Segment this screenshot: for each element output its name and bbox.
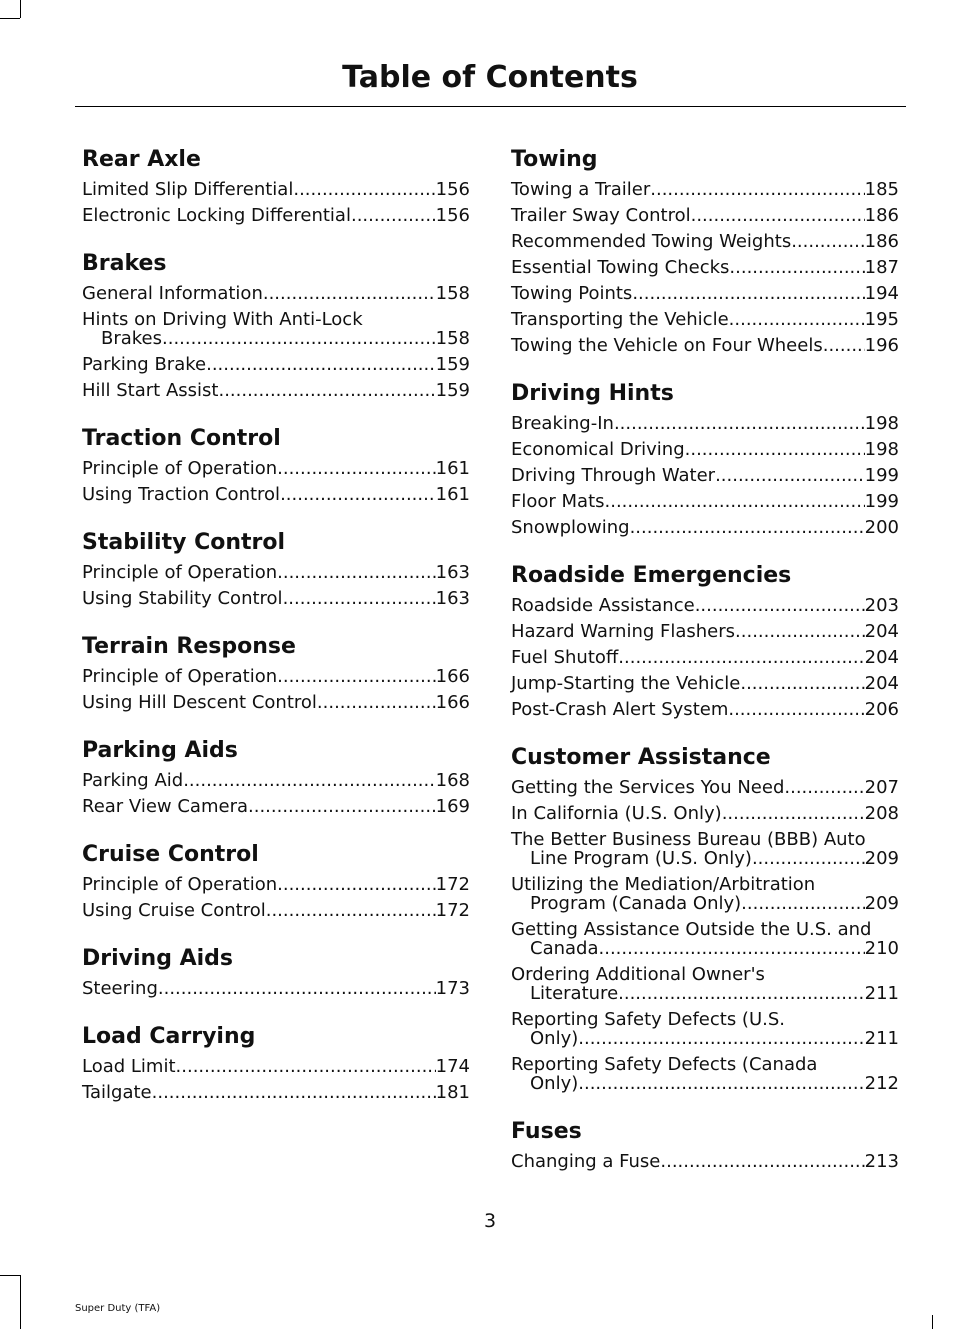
dot-leader bbox=[735, 619, 865, 645]
toc-section bbox=[511, 379, 899, 541]
title-divider bbox=[75, 106, 906, 107]
section-heading: Parking Aids bbox=[82, 738, 238, 763]
dot-leader bbox=[578, 1074, 864, 1093]
toc-entry[interactable] bbox=[82, 664, 470, 690]
entry-page-number: 208 bbox=[864, 803, 899, 824]
dot-leader bbox=[277, 456, 436, 482]
entry-title: Steering bbox=[82, 978, 158, 999]
entry-title: Towing the Vehicle on Four Wheels bbox=[511, 335, 823, 356]
toc-entry[interactable] bbox=[82, 281, 470, 307]
entry-page-number: 163 bbox=[435, 562, 470, 583]
dot-leader bbox=[248, 794, 436, 820]
toc-entry[interactable] bbox=[511, 962, 899, 1007]
dot-leader bbox=[605, 489, 865, 515]
entry-page-number: 196 bbox=[864, 335, 899, 356]
dot-leader bbox=[162, 329, 436, 348]
toc-entry[interactable] bbox=[511, 827, 899, 872]
entry-title: Roadside Assistance bbox=[511, 595, 695, 616]
entry-page-number: 158 bbox=[435, 283, 470, 304]
toc-entry[interactable] bbox=[511, 463, 899, 489]
entry-page-number: 211 bbox=[864, 1028, 899, 1049]
entry-page-number: 211 bbox=[864, 983, 899, 1004]
toc-entry[interactable] bbox=[511, 697, 899, 723]
section-heading: Towing bbox=[511, 147, 598, 172]
entry-title-continued: Brakes bbox=[101, 328, 163, 349]
entry-title-continued: Line Program (U.S. Only) bbox=[530, 848, 752, 869]
section-heading: Driving Aids bbox=[82, 946, 234, 971]
entry-title: General Information bbox=[82, 283, 263, 304]
toc-entry[interactable] bbox=[82, 586, 470, 612]
entry-title: Post-Crash Alert System bbox=[511, 699, 729, 720]
section-heading: Customer Assistance bbox=[511, 745, 771, 770]
toc-entry[interactable] bbox=[82, 203, 470, 229]
entry-page-number: 172 bbox=[435, 900, 470, 921]
entry-title-continued: Canada bbox=[530, 938, 599, 959]
entry-page-number: 203 bbox=[864, 595, 899, 616]
entry-title: Using Hill Descent Control bbox=[82, 692, 317, 713]
entry-title: In California (U.S. Only) bbox=[511, 803, 722, 824]
entry-page-number: 159 bbox=[435, 354, 470, 375]
toc-entry[interactable] bbox=[511, 515, 899, 541]
section-heading: Stability Control bbox=[82, 530, 286, 555]
entry-page-number: 209 bbox=[864, 848, 899, 869]
crop-mark bbox=[932, 1315, 933, 1329]
entry-page-number: 166 bbox=[435, 692, 470, 713]
section-heading: Load Carrying bbox=[82, 1024, 256, 1049]
toc-entry[interactable] bbox=[511, 489, 899, 515]
dot-leader bbox=[614, 411, 865, 437]
dot-leader bbox=[784, 775, 864, 801]
toc-entry[interactable] bbox=[511, 255, 899, 281]
toc-entry[interactable] bbox=[82, 307, 470, 352]
entry-page-number: 200 bbox=[864, 517, 899, 538]
entry-title: Principle of Operation bbox=[82, 458, 278, 479]
entry-title-continued: Program (Canada Only) bbox=[530, 893, 742, 914]
dot-leader bbox=[630, 515, 865, 541]
entry-page-number: 172 bbox=[435, 874, 470, 895]
entry-title: Towing Points bbox=[511, 283, 633, 304]
toc-entry[interactable] bbox=[82, 794, 470, 820]
section-heading: Roadside Emergencies bbox=[511, 563, 792, 588]
dot-leader bbox=[578, 1029, 864, 1048]
entry-page-number: 185 bbox=[864, 179, 899, 200]
entry-title: Driving Through Water bbox=[511, 465, 716, 486]
toc-entry[interactable] bbox=[511, 203, 899, 229]
entry-title: Rear View Camera bbox=[82, 796, 248, 817]
section-heading: Rear Axle bbox=[82, 147, 201, 172]
dot-leader bbox=[599, 939, 865, 958]
toc-entry[interactable] bbox=[511, 411, 899, 437]
entry-title: Tailgate bbox=[82, 1082, 152, 1103]
entry-title: Hazard Warning Flashers bbox=[511, 621, 736, 642]
entry-title: Utilizing the Mediation/Arbitration bbox=[511, 874, 816, 895]
entry-page-number: 199 bbox=[864, 465, 899, 486]
section-heading: Driving Hints bbox=[511, 381, 674, 406]
page-number: 3 bbox=[483, 1210, 497, 1232]
toc-entry[interactable] bbox=[511, 177, 899, 203]
entry-page-number: 209 bbox=[864, 893, 899, 914]
entry-page-number: 204 bbox=[864, 621, 899, 642]
entry-title-continued: Only) bbox=[530, 1073, 579, 1094]
toc-entry[interactable] bbox=[82, 976, 470, 1002]
section-heading: Fuses bbox=[511, 1119, 582, 1144]
dot-leader bbox=[729, 307, 865, 333]
entry-title: Using Stability Control bbox=[82, 588, 283, 609]
entry-title: Principle of Operation bbox=[82, 562, 278, 583]
dot-leader bbox=[317, 690, 436, 716]
dot-leader bbox=[351, 203, 436, 229]
dot-leader bbox=[618, 645, 864, 671]
dot-leader bbox=[206, 352, 436, 378]
dot-leader bbox=[741, 894, 864, 913]
entry-page-number: 156 bbox=[435, 179, 470, 200]
dot-leader bbox=[158, 976, 436, 1002]
crop-mark bbox=[20, 0, 21, 18]
dot-leader bbox=[176, 1054, 436, 1080]
entry-page-number: 161 bbox=[435, 484, 470, 505]
entry-page-number: 161 bbox=[435, 458, 470, 479]
entry-page-number: 186 bbox=[864, 231, 899, 252]
toc-entry[interactable] bbox=[511, 1007, 899, 1052]
toc-entry[interactable] bbox=[511, 671, 899, 697]
dot-leader bbox=[218, 378, 435, 404]
entry-page-number: 194 bbox=[864, 283, 899, 304]
entry-page-number: 186 bbox=[864, 205, 899, 226]
dot-leader bbox=[293, 177, 435, 203]
toc-entry[interactable] bbox=[82, 352, 470, 378]
toc-section bbox=[511, 561, 899, 723]
entry-title: Fuel Shutoff bbox=[511, 647, 619, 668]
toc-entry[interactable] bbox=[82, 560, 470, 586]
entry-page-number: 163 bbox=[435, 588, 470, 609]
entry-title: Electronic Locking Differential bbox=[82, 205, 351, 226]
dot-leader bbox=[728, 697, 864, 723]
section-heading: Traction Control bbox=[82, 426, 281, 451]
crop-mark bbox=[20, 1275, 21, 1329]
toc-section bbox=[82, 145, 470, 229]
toc-entry[interactable] bbox=[511, 619, 899, 645]
entry-title: Hints on Driving With Anti-Lock bbox=[82, 309, 363, 330]
entry-title: Using Traction Control bbox=[82, 484, 281, 505]
entry-page-number: 158 bbox=[435, 328, 470, 349]
toc-entry[interactable] bbox=[82, 898, 470, 924]
toc-entry[interactable] bbox=[82, 456, 470, 482]
section-heading: Terrain Response bbox=[82, 634, 296, 659]
entry-title: Essential Towing Checks bbox=[511, 257, 730, 278]
dot-leader bbox=[283, 586, 436, 612]
toc-entry[interactable] bbox=[511, 307, 899, 333]
dot-leader bbox=[152, 1080, 436, 1106]
dot-leader bbox=[740, 671, 864, 697]
dot-leader bbox=[691, 203, 865, 229]
toc-entry[interactable] bbox=[82, 1080, 470, 1106]
entry-title: Changing a Fuse bbox=[511, 1151, 661, 1172]
toc-section bbox=[82, 528, 470, 612]
toc-section bbox=[511, 1117, 899, 1175]
toc-section bbox=[511, 743, 899, 1097]
entry-title: Limited Slip Differential bbox=[82, 179, 294, 200]
section-heading: Brakes bbox=[82, 251, 167, 276]
entry-title: Hill Start Assist bbox=[82, 380, 219, 401]
entry-page-number: 169 bbox=[435, 796, 470, 817]
dot-leader bbox=[823, 333, 865, 359]
toc-entry[interactable] bbox=[511, 1052, 899, 1097]
entry-title: Floor Mats bbox=[511, 491, 605, 512]
dot-leader bbox=[263, 281, 436, 307]
entry-title: Parking Aid bbox=[82, 770, 184, 791]
crop-mark bbox=[0, 18, 20, 19]
toc-entry[interactable] bbox=[511, 645, 899, 671]
entry-page-number: 207 bbox=[864, 777, 899, 798]
entry-title: Principle of Operation bbox=[82, 874, 278, 895]
dot-leader bbox=[752, 849, 865, 868]
dot-leader bbox=[729, 255, 864, 281]
dot-leader bbox=[660, 1149, 864, 1175]
entry-page-number: 173 bbox=[435, 978, 470, 999]
toc-section bbox=[82, 249, 470, 404]
entry-title: Load Limit bbox=[82, 1056, 176, 1077]
entry-page-number: 212 bbox=[864, 1073, 899, 1094]
toc-section bbox=[511, 145, 899, 359]
toc-entry[interactable] bbox=[82, 378, 470, 404]
entry-page-number: 166 bbox=[435, 666, 470, 687]
toc-entry[interactable] bbox=[82, 1054, 470, 1080]
entry-title: Jump-Starting the Vehicle bbox=[511, 673, 741, 694]
dot-leader bbox=[685, 437, 865, 463]
entry-page-number: 181 bbox=[435, 1082, 470, 1103]
dot-leader bbox=[277, 872, 436, 898]
entry-page-number: 199 bbox=[864, 491, 899, 512]
entry-page-number: 204 bbox=[864, 647, 899, 668]
toc-section bbox=[82, 424, 470, 508]
toc-section bbox=[82, 944, 470, 1002]
toc-right-column bbox=[511, 145, 899, 1195]
crop-mark bbox=[0, 1275, 20, 1276]
entry-title-continued: Only) bbox=[530, 1028, 579, 1049]
dot-leader bbox=[650, 177, 864, 203]
entry-page-number: 159 bbox=[435, 380, 470, 401]
page-title: Table of Contents bbox=[342, 60, 638, 95]
entry-title: The Better Business Bureau (BBB) Auto bbox=[511, 829, 866, 850]
toc-entry[interactable] bbox=[82, 177, 470, 203]
dot-leader bbox=[791, 229, 864, 255]
footer-text: Super Duty (TFA) bbox=[75, 1303, 161, 1314]
toc-entry[interactable] bbox=[82, 482, 470, 508]
entry-title: Principle of Operation bbox=[82, 666, 278, 687]
toc-entry[interactable] bbox=[511, 593, 899, 619]
entry-title: Transporting the Vehicle bbox=[511, 309, 729, 330]
entry-page-number: 168 bbox=[435, 770, 470, 791]
entry-title: Reporting Safety Defects (Canada bbox=[511, 1054, 818, 1075]
entry-title: Towing a Trailer bbox=[511, 179, 651, 200]
entry-title: Reporting Safety Defects (U.S. bbox=[511, 1009, 785, 1030]
toc-entry[interactable] bbox=[511, 437, 899, 463]
entry-title: Trailer Sway Control bbox=[511, 205, 691, 226]
entry-page-number: 195 bbox=[864, 309, 899, 330]
toc-entry[interactable] bbox=[511, 333, 899, 359]
toc-section bbox=[82, 736, 470, 820]
entry-title-continued: Literature bbox=[530, 983, 619, 1004]
dot-leader bbox=[715, 463, 865, 489]
entry-page-number: 156 bbox=[435, 205, 470, 226]
toc-entry[interactable] bbox=[511, 229, 899, 255]
entry-title: Snowplowing bbox=[511, 517, 630, 538]
entry-title: Breaking-In bbox=[511, 413, 614, 434]
entry-title: Economical Driving bbox=[511, 439, 685, 460]
dot-leader bbox=[277, 664, 436, 690]
entry-page-number: 206 bbox=[864, 699, 899, 720]
entry-title: Ordering Additional Owner's bbox=[511, 964, 765, 985]
toc-entry[interactable] bbox=[511, 281, 899, 307]
toc-section bbox=[82, 632, 470, 716]
entry-page-number: 204 bbox=[864, 673, 899, 694]
toc-entry[interactable] bbox=[511, 917, 899, 962]
toc-entry[interactable] bbox=[82, 690, 470, 716]
dot-leader bbox=[277, 560, 436, 586]
toc-entry[interactable] bbox=[511, 1149, 899, 1175]
toc-left-column bbox=[82, 145, 470, 1126]
toc-entry[interactable] bbox=[82, 768, 470, 794]
entry-page-number: 187 bbox=[864, 257, 899, 278]
toc-entry[interactable] bbox=[82, 872, 470, 898]
entry-title: Recommended Towing Weights bbox=[511, 231, 792, 252]
toc-section bbox=[82, 1022, 470, 1106]
entry-title: Getting the Services You Need bbox=[511, 777, 785, 798]
entry-page-number: 198 bbox=[864, 413, 899, 434]
entry-title: Getting Assistance Outside the U.S. and bbox=[511, 919, 872, 940]
entry-page-number: 198 bbox=[864, 439, 899, 460]
entry-page-number: 210 bbox=[864, 938, 899, 959]
dot-leader bbox=[695, 593, 865, 619]
dot-leader bbox=[618, 984, 865, 1003]
dot-leader bbox=[722, 801, 865, 827]
dot-leader bbox=[632, 281, 864, 307]
toc-entry[interactable] bbox=[511, 775, 899, 801]
dot-leader bbox=[266, 898, 436, 924]
toc-entry[interactable] bbox=[511, 872, 899, 917]
entry-page-number: 174 bbox=[435, 1056, 470, 1077]
section-heading: Cruise Control bbox=[82, 842, 259, 867]
dot-leader bbox=[280, 482, 436, 508]
entry-title: Using Cruise Control bbox=[82, 900, 266, 921]
dot-leader bbox=[183, 768, 435, 794]
toc-section bbox=[82, 840, 470, 924]
entry-title: Parking Brake bbox=[82, 354, 207, 375]
toc-entry[interactable] bbox=[511, 801, 899, 827]
entry-page-number: 213 bbox=[864, 1151, 899, 1172]
